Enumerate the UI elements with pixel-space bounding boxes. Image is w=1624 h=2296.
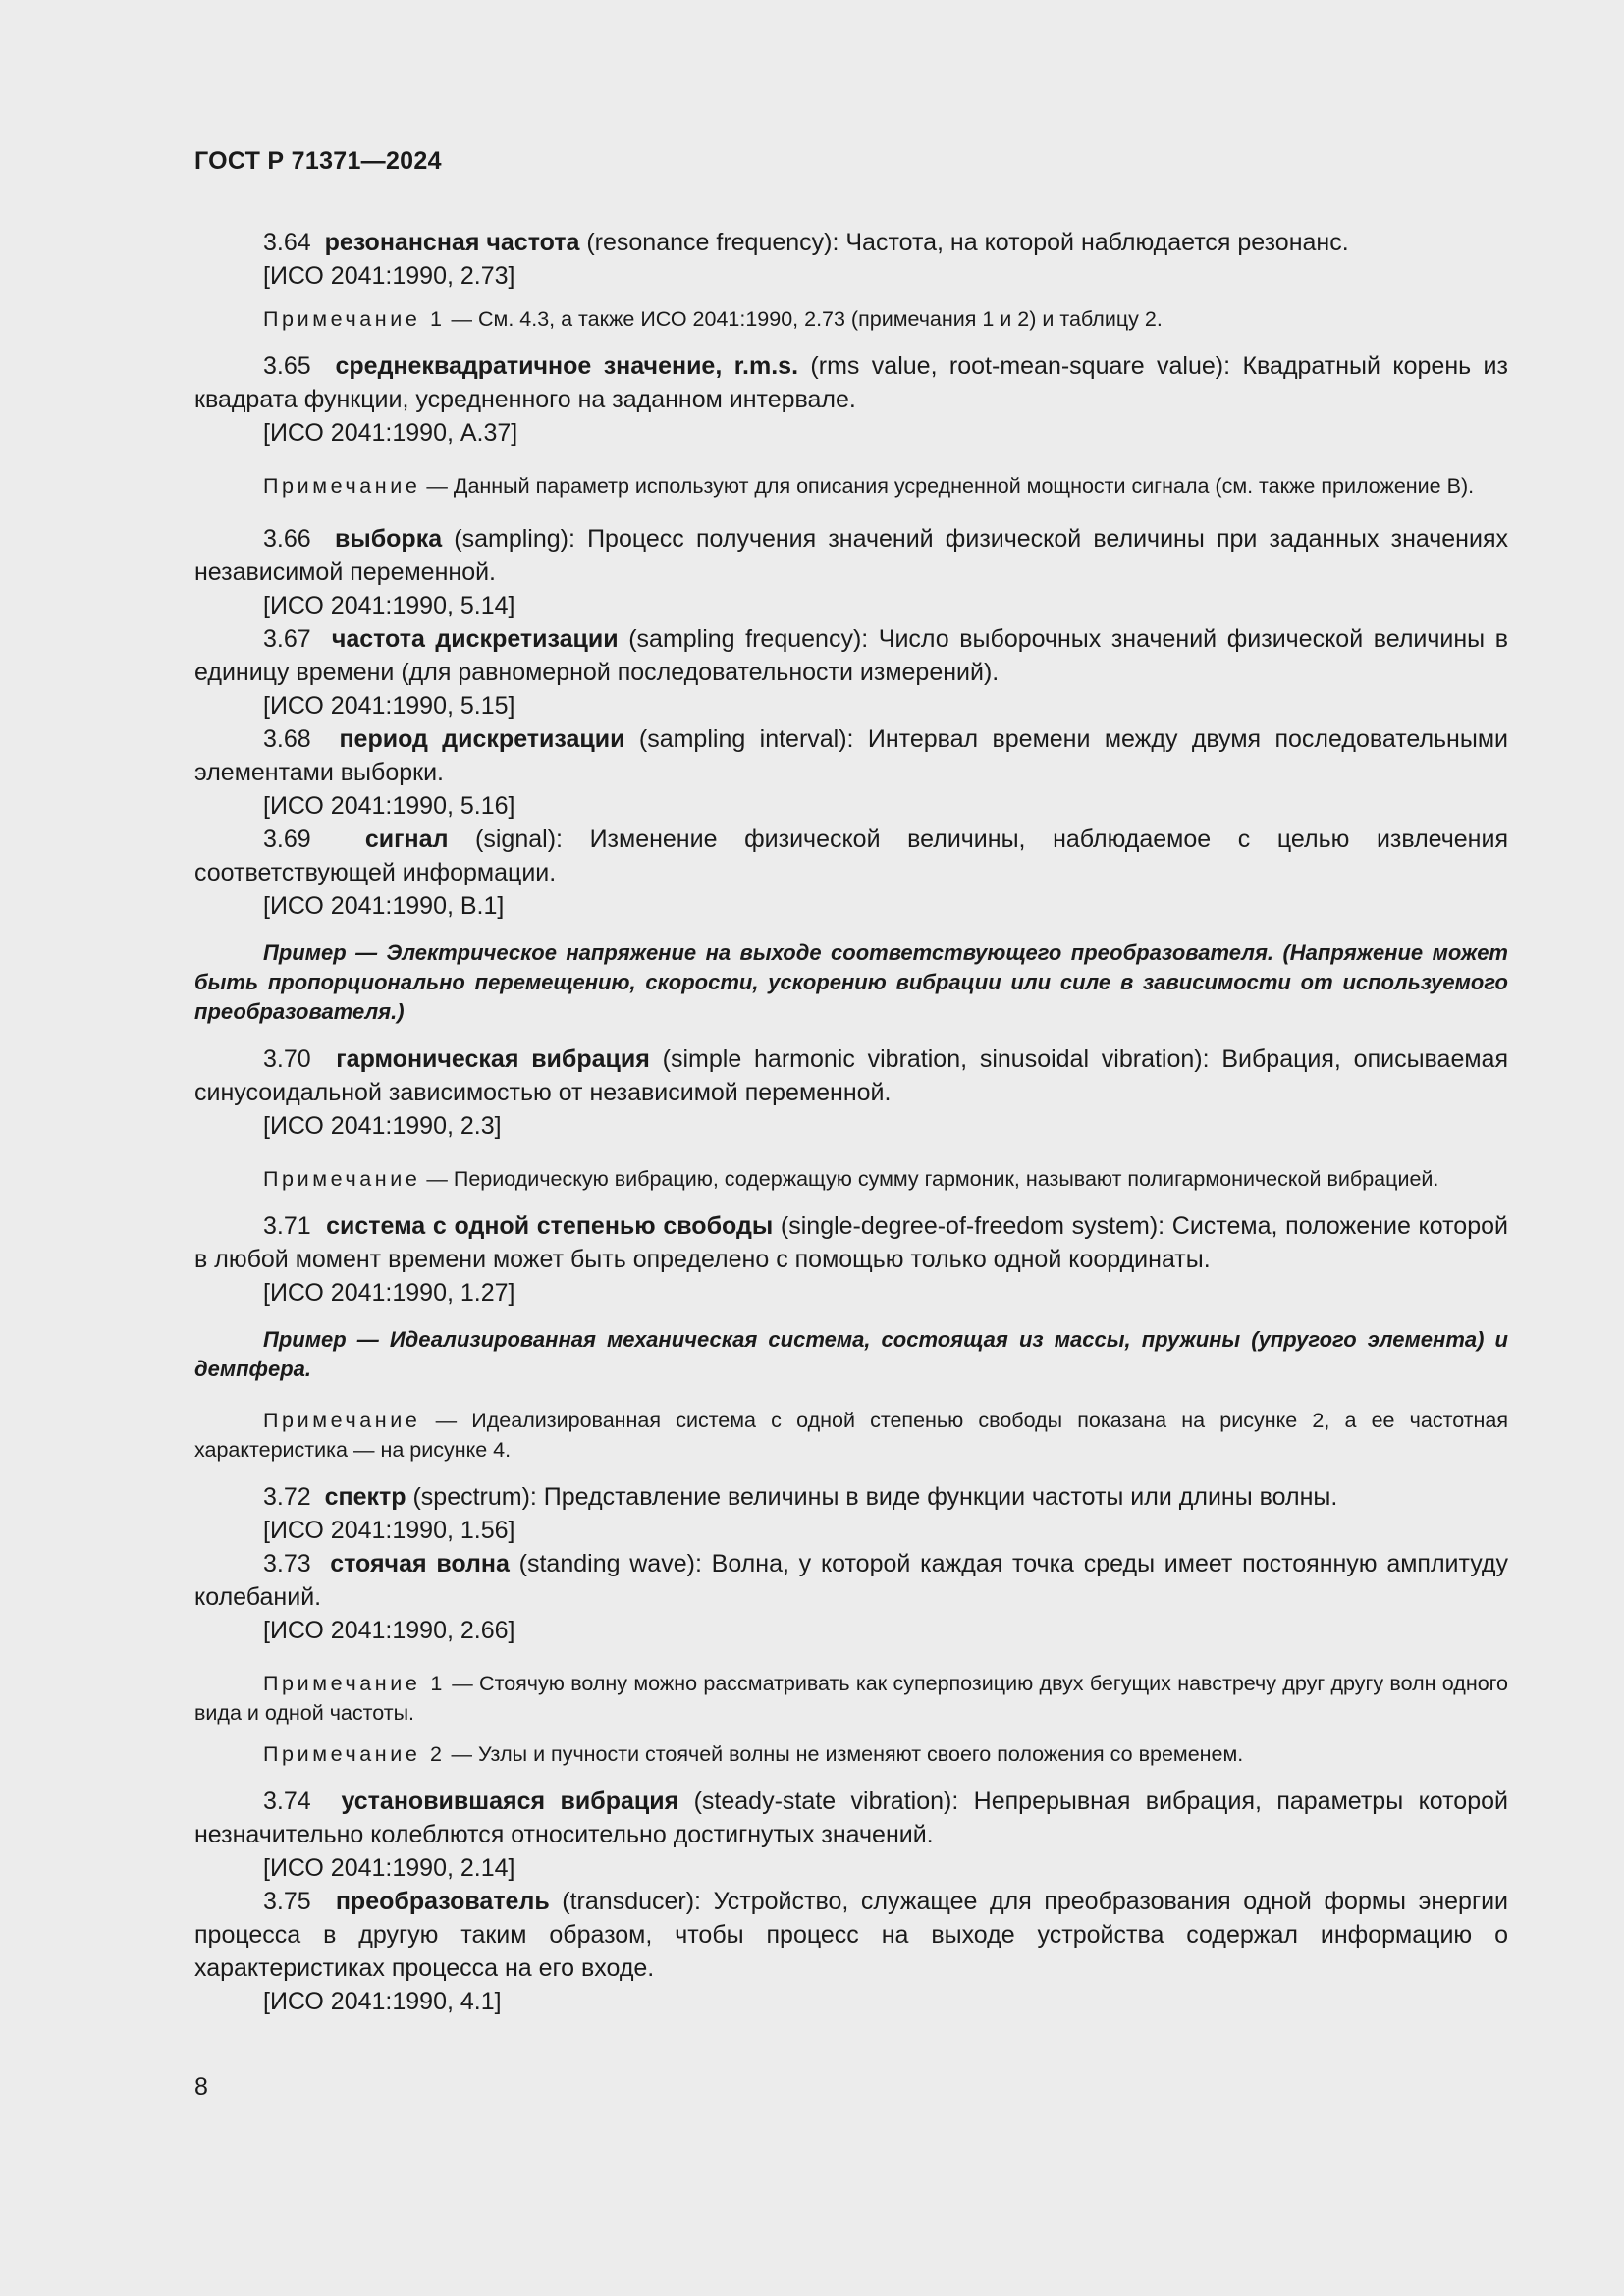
term-entry-3-67 xyxy=(194,622,1508,689)
term-reference: [ИСО 2041:1990, 5.16] xyxy=(263,792,515,820)
term-definition: (rms value, root-mean-square value): Квадратный корень из квадрата функции, усредненного на заданном интервале. xyxy=(194,352,1508,413)
document-body xyxy=(194,226,1508,2018)
term-reference: [ИСО 2041:1990, 4.1] xyxy=(263,1988,502,2015)
term-definition: (signal): Изменение физической величины, наблюдаемое с целью извлечения соответствующей информации. xyxy=(194,826,1508,886)
term-entry-3-71 xyxy=(194,1209,1508,1276)
term-number: 3.68 xyxy=(263,725,311,753)
term-number: 3.66 xyxy=(263,525,311,553)
term-number: 3.69 xyxy=(263,826,311,853)
note-label: Примечание xyxy=(263,474,421,498)
term-reference: [ИСО 2041:1990, 1.56] xyxy=(263,1517,515,1544)
term-title: период дискретизации xyxy=(339,725,625,753)
term-reference: [ИСО 2041:1990, А.37] xyxy=(263,419,518,447)
note-label: Примечание 2 xyxy=(263,1742,446,1766)
term-number: 3.71 xyxy=(263,1212,311,1240)
term-entry-3-75 xyxy=(194,1885,1508,1985)
term-entry-3-64 xyxy=(194,226,1508,259)
note-text: — Узлы и пучности стоячей волны не изменяют своего положения со временем. xyxy=(445,1742,1244,1766)
term-number: 3.65 xyxy=(263,352,311,380)
term-example: Пример — Идеализированная механическая система, состоящая из массы, пружины (упругого элемента) и демпфера. xyxy=(194,1327,1508,1381)
note-label: Примечание 1 xyxy=(263,307,446,331)
term-title: сигнал xyxy=(364,826,449,853)
term-note xyxy=(194,1164,1508,1194)
term-definition: (sampling frequency): Число выборочных значений физической величины в единицу времени (для равномерной последовательности измерений). xyxy=(194,625,1508,686)
term-title: частота дискретизации xyxy=(331,625,619,653)
term-note xyxy=(194,304,1508,334)
note-label: Примечание xyxy=(263,1167,421,1191)
term-title: выборка xyxy=(335,525,443,553)
term-entry-3-66 xyxy=(194,522,1508,589)
term-entry-3-73 xyxy=(194,1547,1508,1614)
term-entry-3-74 xyxy=(194,1785,1508,1851)
term-reference: [ИСО 2041:1990, В.1] xyxy=(263,892,505,920)
note-label: Примечание 1 xyxy=(263,1672,446,1695)
term-title: преобразователь xyxy=(335,1888,550,1915)
note-text: — См. 4.3, а также ИСО 2041:1990, 2.73 (примечания 1 и 2) и таблицу 2. xyxy=(445,307,1163,331)
term-definition: (sampling interval): Интервал времени между двумя последовательными элементами выборки. xyxy=(194,725,1508,786)
term-reference: [ИСО 2041:1990, 5.14] xyxy=(263,592,515,619)
term-note-1 xyxy=(194,1669,1508,1728)
note-label: Примечание xyxy=(263,1409,421,1432)
term-number: 3.73 xyxy=(263,1550,311,1577)
term-definition: (simple harmonic vibration, sinusoidal vibration): Вибрация, описываемая синусоидальной зависимостью от независимой переменной. xyxy=(194,1045,1508,1106)
page-number: 8 xyxy=(194,2073,208,2101)
term-entry-3-68 xyxy=(194,722,1508,789)
note-text: — Данный параметр используют для описания усредненной мощности сигнала (см. также приложение В). xyxy=(420,474,1475,498)
term-title: стоячая волна xyxy=(330,1550,510,1577)
term-title: система с одной степенью свободы xyxy=(326,1212,774,1240)
term-entry-3-65 xyxy=(194,349,1508,416)
term-entry-3-70 xyxy=(194,1042,1508,1109)
term-entry-3-69 xyxy=(194,823,1508,889)
term-number: 3.70 xyxy=(263,1045,311,1073)
term-note xyxy=(194,471,1508,501)
term-reference: [ИСО 2041:1990, 2.14] xyxy=(263,1854,515,1882)
term-number: 3.67 xyxy=(263,625,311,653)
term-reference: [ИСО 2041:1990, 1.27] xyxy=(263,1279,515,1307)
term-reference: [ИСО 2041:1990, 2.73] xyxy=(263,262,515,290)
term-number: 3.74 xyxy=(263,1788,311,1815)
term-title: спектр xyxy=(324,1483,406,1511)
term-reference: [ИСО 2041:1990, 2.3] xyxy=(263,1112,502,1140)
term-entry-3-72 xyxy=(194,1480,1508,1514)
term-title: резонансная частота xyxy=(324,229,580,256)
term-number: 3.72 xyxy=(263,1483,311,1511)
term-note xyxy=(194,1406,1508,1465)
term-reference: [ИСО 2041:1990, 2.66] xyxy=(263,1617,515,1644)
term-definition: (sampling): Процесс получения значений физической величины при заданных значениях независимой переменной. xyxy=(194,525,1508,586)
term-title: среднеквадратичное значение, r.m.s. xyxy=(335,352,799,380)
term-definition: (standing wave): Волна, у которой каждая точка среды имеет постоянную амплитуду колебаний. xyxy=(194,1550,1508,1611)
term-definition: (single-degree-of-freedom system): Система, положение которой в любой момент времени может быть определено с помощью только одной координаты. xyxy=(194,1212,1508,1273)
term-definition: (steady-state vibration): Непрерывная вибрация, параметры которой незначительно колеблются относительно достигнутых значений. xyxy=(194,1788,1508,1848)
term-definition: (transducer): Устройство, служащее для преобразования одной формы энергии процесса в другую таким образом, чтобы процесс на выходе устройства содержал информацию о характеристиках процесса на его входе. xyxy=(194,1888,1508,1982)
note-text: — Стоячую волну можно рассматривать как суперпозицию двух бегущих навстречу друг другу волн одного вида и одной частоты. xyxy=(194,1672,1508,1725)
term-title: установившаяся вибрация xyxy=(341,1788,679,1815)
term-example: Пример — Электрическое напряжение на выходе соответствующего преобразователя. (Напряжение может быть пропорционально перемещению, скорости, ускорению вибрации или силе в зависимости от используемого преобразователя.) xyxy=(194,940,1508,1024)
term-number: 3.75 xyxy=(263,1888,311,1915)
term-title: гармоническая вибрация xyxy=(336,1045,650,1073)
term-reference: [ИСО 2041:1990, 5.15] xyxy=(263,692,515,720)
term-definition: (resonance frequency): Частота, на которой наблюдается резонанс. xyxy=(579,229,1349,256)
term-definition: (spectrum): Представление величины в виде функции частоты или длины волны. xyxy=(406,1483,1338,1511)
term-note-2 xyxy=(194,1739,1508,1769)
note-text: — Периодическую вибрацию, содержащую сумму гармоник, называют полигармонической вибрацией. xyxy=(420,1167,1439,1191)
note-text: — Идеализированная система с одной степенью свободы показана на рисунке 2, а ее частотная характеристика — на рисунке 4. xyxy=(194,1409,1508,1462)
term-number: 3.64 xyxy=(263,229,311,256)
document-header: ГОСТ Р 71371—2024 xyxy=(194,147,442,175)
